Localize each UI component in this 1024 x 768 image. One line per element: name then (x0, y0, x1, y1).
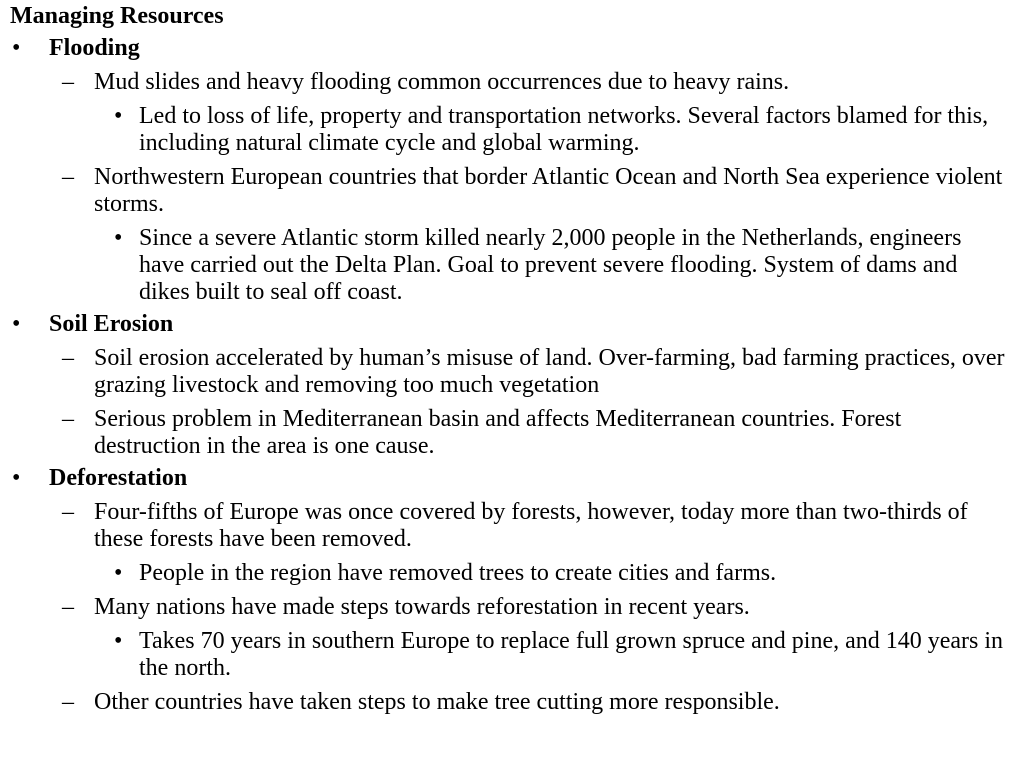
bullet-marker: • (114, 225, 123, 251)
list-item (10, 406, 1010, 460)
sub-list-item (10, 560, 1010, 587)
sub-list-item (10, 225, 1010, 306)
list-item (10, 345, 1010, 399)
list-item-text: Mud slides and heavy flooding common occurrences due to heavy rains. (94, 69, 790, 95)
bullet-marker: • (114, 628, 123, 654)
dash-marker: – (62, 406, 74, 432)
bullet-marker: • (12, 465, 21, 491)
list-item (10, 499, 1010, 553)
slide (10, 2, 1010, 716)
dash-marker: – (62, 689, 74, 715)
sub-list-item-text: Since a severe Atlantic storm killed nearly 2,000 people in the Netherlands, engineers have carried out the Delta Plan. Goal to prevent severe flooding. System of dams and dikes built to seal off coast. (139, 225, 962, 305)
dash-marker: – (62, 69, 74, 95)
sub-list-item-text: Led to loss of life, property and transportation networks. Several factors blamed for this, including natural climate cycle and global warming. (139, 103, 989, 156)
list-item-text: Northwestern European countries that border Atlantic Ocean and North Sea experience violent storms. (94, 164, 1003, 217)
dash-marker: – (62, 164, 74, 190)
section-heading-flooding (10, 35, 1010, 62)
list-item-text: Serious problem in Mediterranean basin and affects Mediterranean countries. Forest destruction in the area is one cause. (94, 406, 902, 459)
list-item-text: Other countries have taken steps to make tree cutting more responsible. (94, 689, 780, 715)
section-heading-deforestation (10, 465, 1010, 492)
list-item-text: Many nations have made steps towards reforestation in recent years. (94, 594, 750, 620)
sub-list-item (10, 103, 1010, 157)
list-item-text: Four-fifths of Europe was once covered by forests, however, today more than two-thirds of these forests have been removed. (94, 499, 968, 552)
section-heading-text: Flooding (49, 35, 140, 61)
dash-marker: – (62, 499, 74, 525)
list-item (10, 69, 1010, 96)
sub-list-item-text: Takes 70 years in southern Europe to replace full grown spruce and pine, and 140 years in the north. (139, 628, 1004, 681)
list-item (10, 164, 1010, 218)
bullet-marker: • (114, 560, 123, 586)
list-item-text: Soil erosion accelerated by human’s misuse of land. Over-farming, bad farming practices, over grazing livestock and removing too much vegetation (94, 345, 1005, 398)
section-heading-soil-erosion (10, 311, 1010, 338)
list-item (10, 689, 1010, 716)
section-heading-text: Soil Erosion (49, 311, 174, 337)
sub-list-item (10, 628, 1010, 682)
page-title: Managing Resources (10, 3, 224, 29)
dash-marker: – (62, 345, 74, 371)
section-heading-text: Deforestation (49, 465, 188, 491)
bullet-marker: • (114, 103, 123, 129)
dash-marker: – (62, 594, 74, 620)
bullet-marker: • (12, 35, 21, 61)
sub-list-item-text: People in the region have removed trees to create cities and farms. (139, 560, 777, 586)
bullet-marker: • (12, 311, 21, 337)
list-item (10, 594, 1010, 621)
